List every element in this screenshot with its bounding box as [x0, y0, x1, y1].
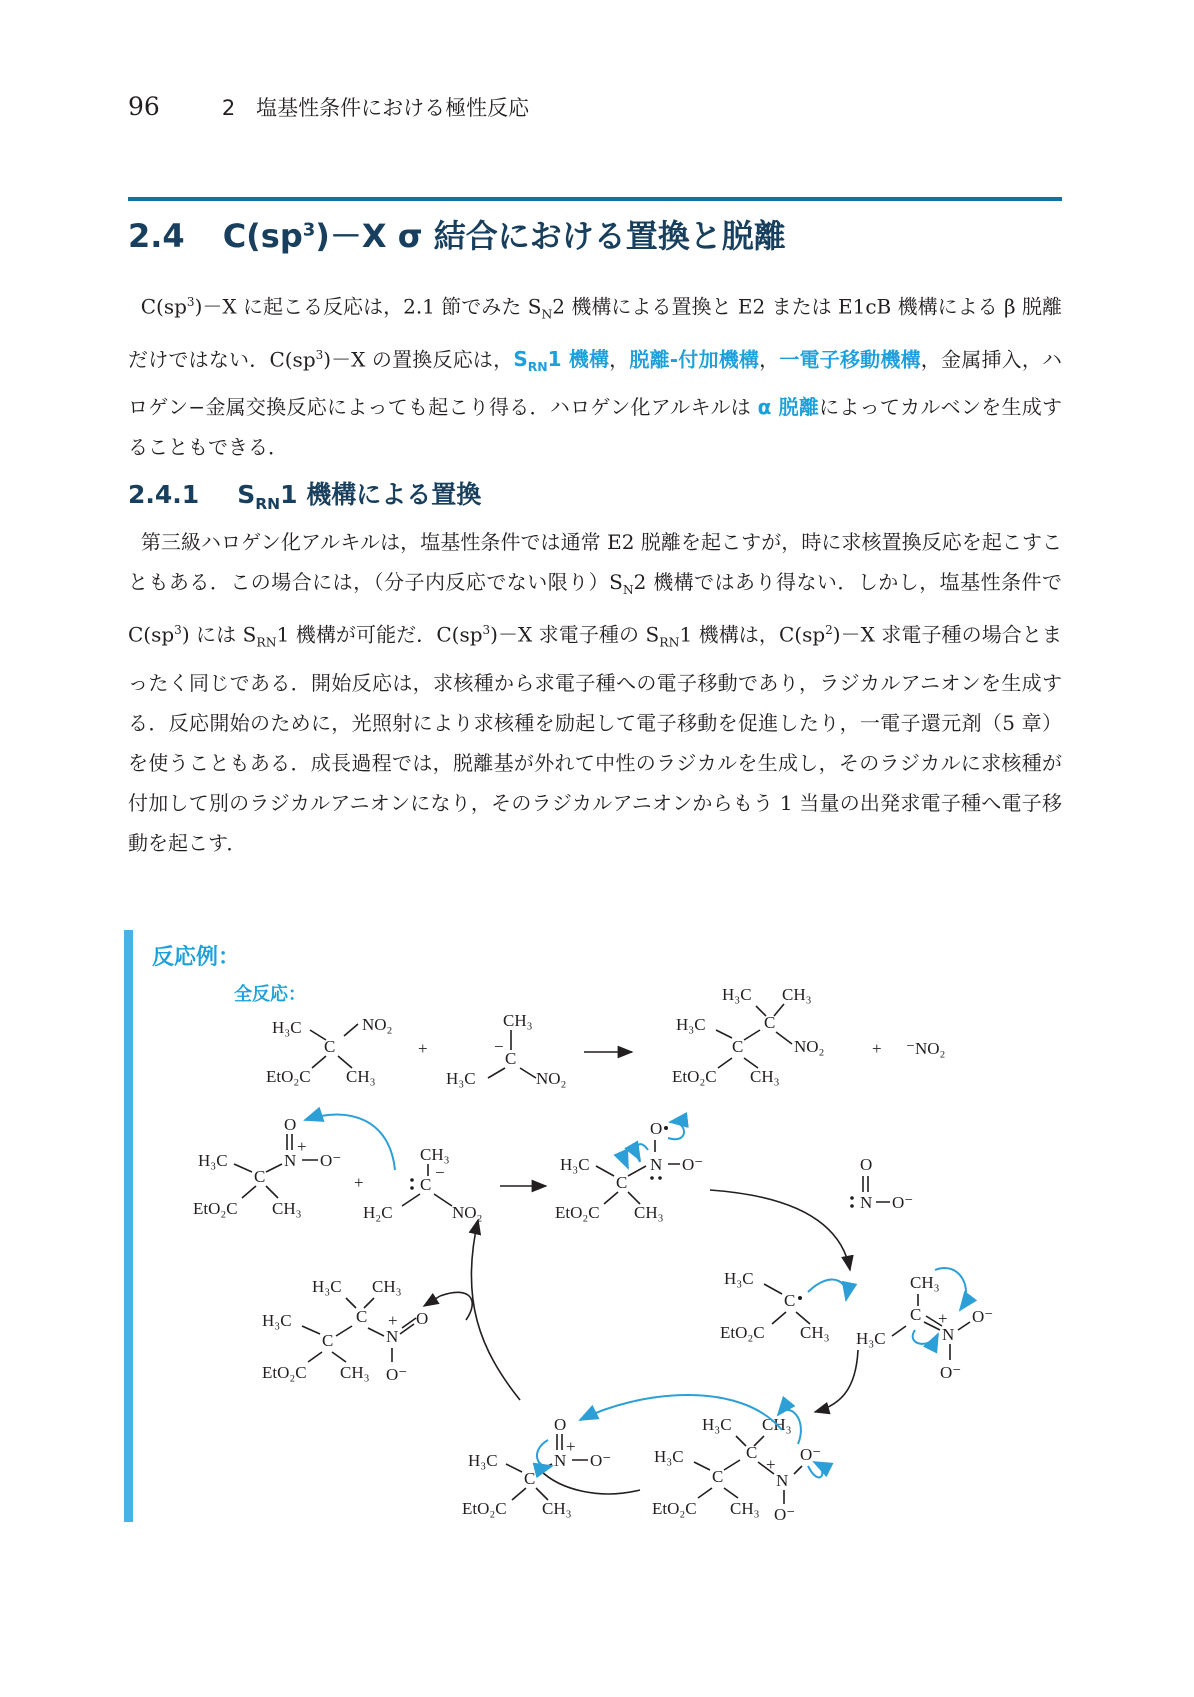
- p1-e: 2 機構による置換と E2 または E1cB 機構による β 脱離だけではない．C(sp: [128, 294, 1063, 372]
- l51: O⁻: [972, 1307, 994, 1326]
- l29: −: [435, 1163, 445, 1182]
- l54: CH₃: [762, 1415, 792, 1434]
- l49: N: [942, 1325, 955, 1344]
- p2-e: ) には S: [181, 622, 257, 647]
- l30: H₂C: [363, 1203, 393, 1222]
- example-title: 反応例：: [152, 945, 241, 970]
- l27: CH₃: [420, 1145, 450, 1164]
- l58: N: [776, 1471, 789, 1490]
- plus-2: +: [872, 1039, 882, 1058]
- l38: CH₃: [634, 1203, 664, 1222]
- p1-g: )－X の置換反応は，: [323, 347, 514, 372]
- l52: O⁻: [940, 1363, 962, 1382]
- l39: O: [860, 1155, 873, 1174]
- l72: H₃C: [312, 1277, 342, 1296]
- l81: EtO₂C: [262, 1363, 307, 1382]
- l59: +: [766, 1455, 776, 1474]
- nucleophile-2: [363, 1145, 482, 1222]
- l69: C: [524, 1469, 536, 1488]
- product-1: [672, 985, 824, 1086]
- subsection-sub: RN: [255, 495, 281, 513]
- p1-s1: ，: [609, 347, 630, 372]
- p2-k: 1 機構は，C(sp: [679, 622, 826, 647]
- l26: CH₃: [272, 1199, 302, 1218]
- nitrite-leaving: [850, 1155, 913, 1212]
- l8: C: [505, 1049, 517, 1068]
- l73: CH₃: [372, 1277, 402, 1296]
- p1-d: N: [541, 306, 553, 322]
- l31: NO₂: [452, 1203, 483, 1222]
- radical-anion-4: [462, 1415, 611, 1518]
- l64: O: [554, 1415, 567, 1434]
- l5: CH₃: [346, 1067, 376, 1086]
- l80: O⁻: [386, 1365, 408, 1384]
- l1: H₃C: [272, 1018, 302, 1037]
- l70: EtO₂C: [462, 1499, 507, 1518]
- p2-d: 3: [174, 623, 182, 637]
- nitronate: [856, 1268, 993, 1382]
- l4: EtO₂C: [266, 1067, 311, 1086]
- l50: +: [938, 1309, 948, 1328]
- l82: CH₃: [340, 1363, 370, 1382]
- keyword-set: 一電子移動機構: [779, 347, 921, 372]
- l36: C: [616, 1173, 628, 1192]
- section-title-sup: 3: [302, 219, 316, 241]
- l20: N: [284, 1151, 297, 1170]
- l2: NO₂: [362, 1015, 393, 1034]
- l57: C: [712, 1467, 724, 1486]
- plus-1: +: [418, 1039, 428, 1058]
- l9: H₃C: [446, 1069, 476, 1088]
- l14: H₃C: [676, 1015, 706, 1034]
- chapter-title: 2 塩基性条件における極性反応: [221, 96, 530, 120]
- l47: C: [910, 1305, 922, 1324]
- overall-reaction-label: 全反応：: [234, 984, 306, 1005]
- l40: N: [860, 1193, 873, 1212]
- l22: O⁻: [320, 1151, 342, 1170]
- p1-h: ，金属挿入，ハロゲン−金属交換反応によっても起こり得る．ハロゲン化アルキルは: [128, 347, 1063, 420]
- nitrite-product: ⁻NO₂: [906, 1039, 946, 1058]
- p2-l: 2: [825, 623, 833, 637]
- l46: CH₃: [910, 1273, 940, 1292]
- l18: CH₃: [750, 1067, 780, 1086]
- p1-k1s: RN: [527, 359, 548, 375]
- subsection-a: S: [237, 480, 256, 509]
- p1-a: C(sp: [140, 294, 187, 319]
- radical-anion-2: [555, 1119, 703, 1222]
- l17: EtO₂C: [672, 1067, 717, 1086]
- l6: CH₃: [503, 1011, 533, 1030]
- p2-g: 1 機構が可能だ．C(sp: [276, 622, 483, 647]
- l74: C: [356, 1307, 368, 1326]
- l25: EtO₂C: [193, 1199, 238, 1218]
- p1-s2: ，: [759, 347, 780, 372]
- l66: +: [566, 1437, 576, 1456]
- l79: O: [416, 1309, 429, 1328]
- l41: O⁻: [892, 1193, 914, 1212]
- p2-f: RN: [256, 634, 277, 650]
- l75: H₃C: [262, 1311, 292, 1330]
- l10: NO₂: [536, 1069, 567, 1088]
- p2-m: )－X 求電子種の場合とまったく同じである．開始反応は，求核種から求電子種への電子移動であり，ラジカルアニオンを生成する．反応開始のために，光照射により求核種を励起して電子移動を促進したり，一電子還元剤（5 章）を使うこともある．成長過程では，脱離基が外れて中性のラジカルを生成し，そのラジカルに求核種が付加して別のラジカルアニオンになり，そのラジカルアニオンからもう 1 当量の出発求電子種へ電子移動を起こす．: [128, 622, 1062, 855]
- keyword-elim-add: 脱離-付加機構: [629, 347, 760, 372]
- section-number: 2.4: [128, 217, 185, 255]
- l37: EtO₂C: [555, 1203, 600, 1222]
- l67: O⁻: [590, 1451, 612, 1470]
- p2-c: 2 機構ではあり得ない．しかし，塩基性条件で C(sp: [128, 570, 1062, 647]
- p1-f: 3: [315, 347, 324, 362]
- l68: H₃C: [468, 1451, 498, 1470]
- l33: N: [650, 1155, 663, 1174]
- keyword-alpha-elim: α 脱離: [757, 395, 820, 420]
- substitution-product: [262, 1277, 428, 1384]
- section-title-a: C(sp: [222, 217, 303, 255]
- nucleophile-1: [446, 1011, 566, 1088]
- l77: N: [386, 1327, 399, 1346]
- p1-k1b: 1 機構: [547, 347, 610, 372]
- p1-k1: S: [513, 347, 528, 372]
- page-number: 96: [128, 92, 160, 121]
- l60: O⁻: [800, 1445, 822, 1464]
- l53: H₃C: [702, 1415, 732, 1434]
- l48: H₃C: [856, 1329, 886, 1348]
- l56: H₃C: [654, 1447, 684, 1466]
- p1-i: によってカルベンを生成することもできる．: [128, 395, 1062, 460]
- section-title-b: )－X σ 結合における置換と脱離: [315, 217, 786, 255]
- p1-b: 3: [186, 295, 195, 309]
- l19: O: [284, 1115, 297, 1134]
- l24: C: [254, 1167, 266, 1186]
- p2-i: )－X 求電子種の S: [490, 622, 660, 647]
- l78: +: [388, 1311, 398, 1330]
- l61: O⁻: [774, 1505, 796, 1524]
- l76: C: [322, 1331, 334, 1350]
- subsection-b: 1 機構による置換: [280, 480, 482, 509]
- l11: H₃C: [722, 985, 752, 1004]
- l45: CH₃: [800, 1323, 830, 1342]
- l7: −: [494, 1037, 504, 1056]
- l21: +: [297, 1137, 307, 1156]
- l13: C: [764, 1013, 776, 1032]
- radical-anion-3: [580, 1395, 822, 1524]
- p2-b: N: [622, 582, 634, 597]
- l15: C: [732, 1037, 744, 1056]
- l3: C: [324, 1037, 336, 1056]
- l65: N: [554, 1451, 567, 1470]
- substrate-1: [266, 1015, 392, 1086]
- l28: C: [420, 1175, 432, 1194]
- l62: EtO₂C: [652, 1499, 697, 1518]
- plus-3: +: [354, 1173, 364, 1192]
- p2-j: RN: [659, 634, 680, 650]
- l34: O⁻: [682, 1155, 704, 1174]
- l35: H₃C: [560, 1155, 590, 1174]
- l42: H₃C: [724, 1269, 754, 1288]
- alkyl-radical: [720, 1269, 847, 1342]
- l23: H₃C: [198, 1151, 228, 1170]
- l71: CH₃: [542, 1499, 572, 1518]
- l12: CH₃: [782, 985, 812, 1004]
- p1-c: )－X に起こる反応は，2.1 節でみた S: [194, 294, 542, 319]
- l43: C: [784, 1291, 796, 1310]
- l16: NO₂: [794, 1037, 825, 1056]
- p2-h: 3: [482, 623, 491, 637]
- l44: EtO₂C: [720, 1323, 765, 1342]
- p2-a: 第三級ハロゲン化アルキルは，塩基性条件では通常 E2 脱離を起こすが，時に求核置換反応を起こすこともある．この場合には，（分子内反応でない限り）S: [128, 530, 1062, 594]
- l63: CH₃: [730, 1499, 760, 1518]
- l55: C: [746, 1443, 758, 1462]
- subsection-number: 2.4.1: [128, 480, 200, 509]
- l32: O: [650, 1119, 663, 1138]
